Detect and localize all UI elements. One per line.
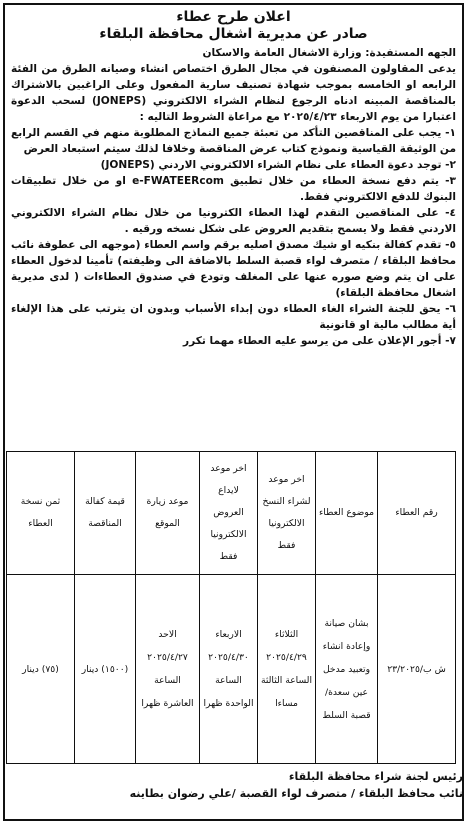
header-bond-value: قيمة كفالة المناقصة xyxy=(75,452,136,575)
condition-1: ١- يجب على المناقصين التأكد من تعبئة جميع النماذج المطلوبة منهم في القسم الرابع من الوثيقة القياسية ونموذج كتاب عرض المناقصة وخلافا لذلك سيتم استبعاد العرض xyxy=(11,127,456,155)
cell-bond-value: (١٥٠٠) دينار xyxy=(75,575,136,764)
cell-site-visit: الاحد ٢٠٢٥/٤/٢٧ الساعة العاشرة ظهرا xyxy=(136,575,200,764)
condition-2: ٢- توجد دعوة العطاء على نظام الشراء الالكتروني الاردني (JONEPS) xyxy=(100,159,456,171)
header-tender-subject: موضوع العطاء xyxy=(316,452,378,575)
tender-table xyxy=(6,451,456,764)
table-row xyxy=(7,575,456,764)
table-header-row xyxy=(7,452,456,575)
cell-submission-deadline: الاربعاء ٢٠٢٥/٤/٣٠ الساعة الواحدة ظهرا xyxy=(200,575,258,764)
invitation-paragraph: يدعى المقاولون المصنفون في مجال الطرق اختصاص انشاء وصيانه الطرق من الفئة الرابعه او الخامسه بموجب شهادة تصنيف سارية المفعول وعلى الراغبين بالاشتراك بالمناقصة المبينه ادناه الرجوع لنظام الشراء الالكتروني (JONEPS) لسحب الدعوة اعتبارا من يوم الاربعاء ٢٠٢٥/٤/٢٣ مع مراعاة الشروط التاليه : xyxy=(11,63,457,123)
ad-subtitle: صادر عن مديرية اشغال محافظة البلقاء xyxy=(99,26,368,42)
cell-purchase-deadline: الثلاثاء ٢٠٢٥/٤/٢٩ الساعة الثالثة مساءا xyxy=(258,575,316,764)
cell-tender-subject: بشان صيانة وإعادة انشاء وتعبيد مدخل عين سعدة/ قصبة السلط xyxy=(316,575,378,764)
header-purchase-deadline: اخر موعد لشراء النسخ الالكترونيا فقط xyxy=(258,452,316,575)
header-copy-price: ثمن نسخة العطاء xyxy=(7,452,75,575)
cell-copy-price: (٧٥) دينار xyxy=(7,575,75,764)
header-submission-deadline: اخر موعد لايداع العروض الالكترونيا فقط xyxy=(200,452,258,575)
condition-6: ٦- يحق للجنة الشراء الغاء العطاء دون إبداء الأسباب وبدون ان يترتب على هذا الإلغاء أية مطالب مالية او قانونية xyxy=(11,303,456,331)
header-site-visit: موعد زيارة الموقع xyxy=(136,452,200,575)
condition-7: ٧- أجور الإعلان على من يرسو عليه العطاء مهما تكرر xyxy=(183,335,456,347)
condition-3: ٣- يتم دفع نسخة العطاء من خلال تطبيق e-FWATEERcom او من خلال تطبيقات البنوك للدفع الالكتروني فقط. xyxy=(11,175,456,203)
condition-4: ٤- على المناقصين التقدم لهذا العطاء الكترونيا من خلال نظام الشراء الالكتروني الاردني فقط ولا يسمح بتقديم العروض على شكل نسخه ورقيه . xyxy=(11,207,456,235)
header-tender-number: رقم العطاء xyxy=(378,452,456,575)
beneficiary-line: الجهه المستفيدة: وزارة الاشغال العامة والاسكان xyxy=(202,47,456,59)
committee-head-line: رئيس لجنة شراء محافظة البلقاء xyxy=(288,770,463,783)
cell-tender-number: ش ب/٢٣/٢٠٢٥ xyxy=(378,575,456,764)
condition-5: ٥- تقدم كفالة بنكيه او شيك مصدق اصليه برقم واسم العطاء (موجهه الى عطوفة نائب محافظ البلقاء / متصرف لواء قصبة السلط بالاضافة الى وظيفته) تأمينا لدخول العطاء على ان يتم وضع صوره عنها على المغلف وتودع في صندوق العطاءات ( لدى مديرية اشغال محافظة البلقاء) xyxy=(11,239,456,299)
signature-block xyxy=(6,768,463,802)
signatory-line: نائب محافظ البلقاء / متصرف لواء القصبة /علي رضوان بطاينه xyxy=(129,787,463,800)
ad-body xyxy=(5,45,462,349)
ad-title: اعلان طرح عطاء xyxy=(176,9,291,25)
